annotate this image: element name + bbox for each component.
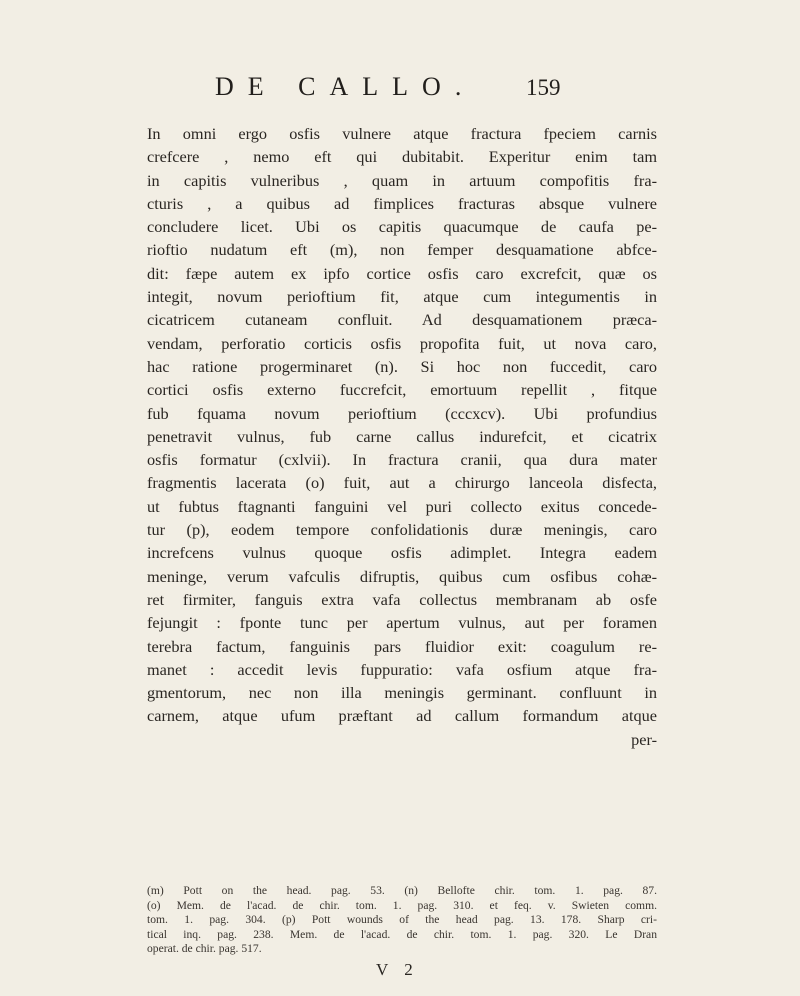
page-number: 159 xyxy=(526,75,561,100)
footnotes xyxy=(147,884,657,957)
text-line: vendam, perforatio corticis osfis propofita fuit, ut nova caro, xyxy=(147,333,657,353)
footnote-line: operat. de chir. pag. 517. xyxy=(147,942,262,956)
text-line: cturis , a quibus ad fimplices fracturas absque vulnere xyxy=(147,193,657,213)
signature-mark: V 2 xyxy=(376,960,419,979)
footnote-line: (m) Pott on the head. pag. 53. (n) Bellofte chir. tom. 1. pag. 87. xyxy=(147,884,657,897)
text-line: concludere licet. Ubi os capitis quacumque de caufa pe- xyxy=(147,217,657,237)
text-line: hac ratione progerminaret (n). Si hoc non fuccedit, caro xyxy=(147,356,657,376)
footnote-line: tom. 1. pag. 304. (p) Pott wounds of the head pag. 13. 178. Sharp cri- xyxy=(147,913,657,927)
text-line: penetravit vulnus, fub carne callus indurefcit, et cicatrix xyxy=(147,426,657,446)
running-head: DE CALLO. xyxy=(215,72,476,101)
text-line: cicatricem cutaneam confluit. Ad desquamationem præca- xyxy=(147,310,657,330)
text-line: rioftio nudatum eft (m), non femper desquamatione abfce- xyxy=(147,240,657,260)
body-text xyxy=(147,122,657,751)
text-line: In omni ergo osfis vulnere atque fractura fpeciem carnis xyxy=(147,124,657,143)
text-line: cortici osfis externo fuccrefcit, emortuum repellit , fitque xyxy=(147,380,657,400)
text-line: manet : accedit levis fuppuratio: vafa osfium atque fra- xyxy=(147,659,657,679)
text-line: terebra factum, fanguinis pars fluidior exit: coagulum re- xyxy=(147,636,657,656)
page-header xyxy=(0,72,800,112)
text-line: integit, novum perioftium fit, atque cum integumentis in xyxy=(147,287,657,307)
text-line: fub fquama novum perioftium (cccxcv). Ubi profundius xyxy=(147,403,657,423)
text-line: ret firmiter, fanguis extra vafa collectus membranam ab osfe xyxy=(147,589,657,609)
text-line: dit: fæpe autem ex ipfo cortice osfis caro excrefcit, quæ os xyxy=(147,263,657,283)
text-line: fragmentis lacerata (o) fuit, aut a chirurgo lanceola disfecta, xyxy=(147,473,657,493)
text-line: carnem, atque ufum præftant ad callum formandum atque xyxy=(147,706,657,726)
catchword: per- xyxy=(631,729,657,749)
text-line: gmentorum, nec non illa meningis germinant. confluunt in xyxy=(147,683,657,703)
text-line: increfcens vulnus quoque osfis adimplet. Integra eadem xyxy=(147,543,657,563)
text-line: ut fubtus ftagnanti fanguini vel puri collecto exitus concede- xyxy=(147,496,657,516)
text-line: crefcere , nemo eft qui dubitabit. Experitur enim tam xyxy=(147,147,657,167)
text-line: osfis formatur (cxlvii). In fractura cranii, qua dura mater xyxy=(147,450,657,470)
text-line: meninge, verum vafculis difruptis, quibus cum osfibus cohæ- xyxy=(147,566,657,586)
footnote-line: tical inq. pag. 238. Mem. de l'acad. de chir. tom. 1. pag. 320. Le Dran xyxy=(147,927,657,941)
text-line: tur (p), eodem tempore confolidationis duræ meningis, caro xyxy=(147,520,657,540)
footnote-line: (o) Mem. de l'acad. de chir. tom. 1. pag. 310. et feq. v. Swieten comm. xyxy=(147,898,657,912)
text-line: in capitis vulneribus , quam in artuum compofitis fra- xyxy=(147,170,657,190)
text-line: fejungit : fponte tunc per apertum vulnus, aut per foramen xyxy=(147,613,657,633)
